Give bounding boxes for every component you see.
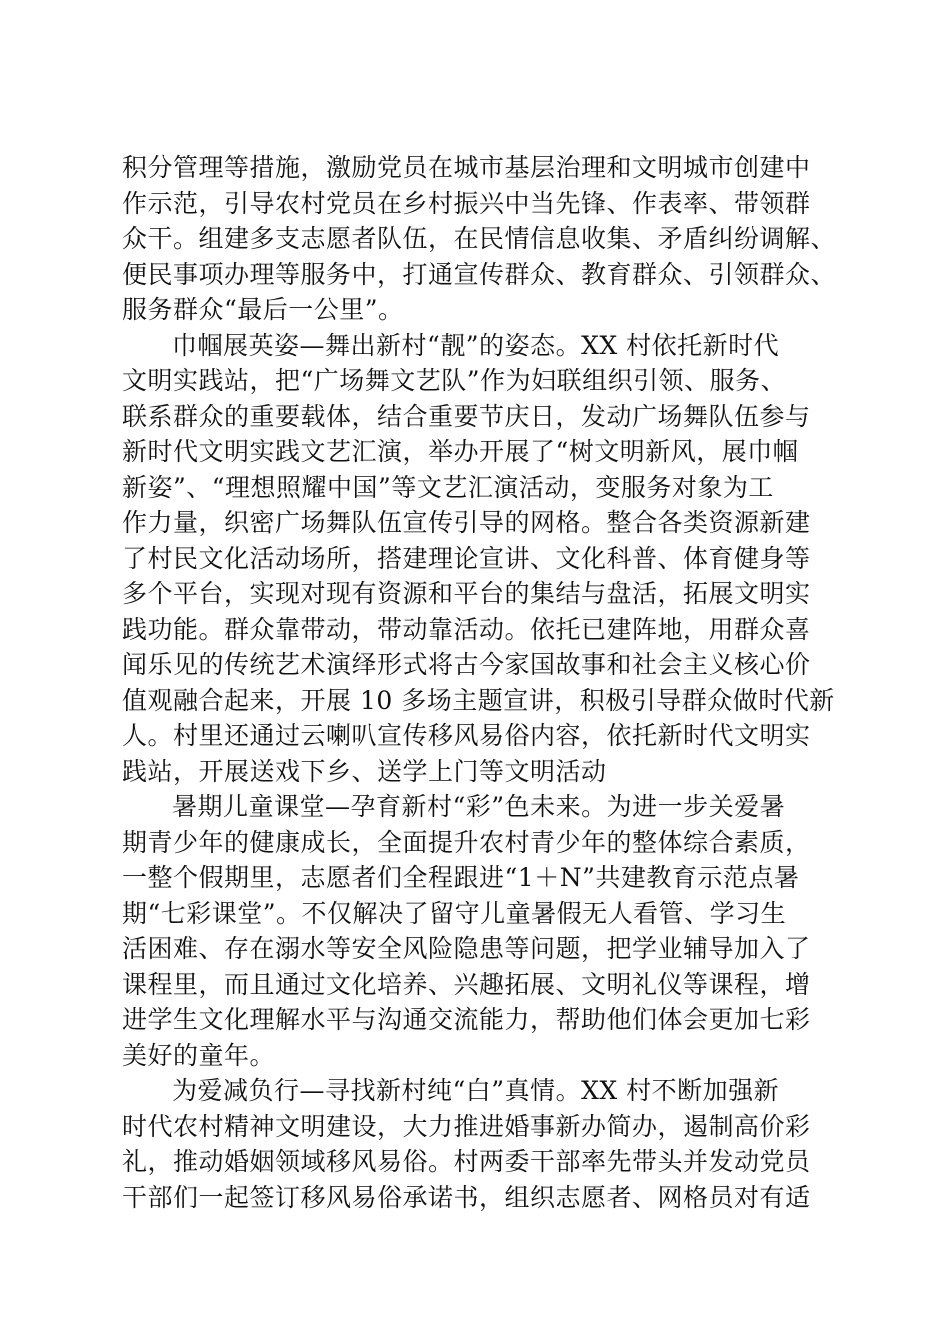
paragraph-first-line: 暑期儿童课堂—孕育新村“彩”色未来。为进一步关爱暑 bbox=[172, 792, 786, 821]
text-line: 践功能。群众靠带动，带动靠活动。依托已建阵地，用群众喜 bbox=[122, 614, 811, 644]
text-line: 进学生文化理解水平与沟通交流能力，帮助他们体会更加七彩 bbox=[122, 1005, 811, 1034]
text-line: 多个平台，实现对现有资源和平台的集结与盘活，拓展文明实 bbox=[122, 579, 811, 608]
text-line: 课程里，而且通过文化培养、兴趣拓展、文明礼仪等课程，增 bbox=[122, 969, 811, 999]
text-line: 礼，推动婚姻领域移风易俗。村两委干部率先带头并发动党员 bbox=[122, 1147, 811, 1176]
body-text bbox=[122, 150, 842, 1215]
text-line: 新姿”、“理想照耀中国”等文艺汇演活动，变服务对象为工 bbox=[122, 472, 774, 502]
text-line: 值观融合起来，开展 10 多场主题宣讲，积极引导群众做时代新 bbox=[122, 685, 835, 715]
paragraph-first-line: 巾帼展英姿—舞出新村“靓”的姿态。XX 村依托新时代 bbox=[172, 330, 780, 360]
text-line: 服务群众“最后一公里”。 bbox=[122, 295, 404, 324]
text-line: 期“七彩课堂”。不仅解决了留守儿童暑假无人看管、学习生 bbox=[122, 898, 787, 928]
text-line: 活困难、存在溺水等安全风险隐患等问题，把学业辅导加入了 bbox=[122, 934, 811, 963]
paragraph-first-line: 为爱减负行—寻找新村纯“白”真情。XX 村不断加强新 bbox=[172, 1076, 780, 1105]
text-line: 作示范，引导农村党员在乡村振兴中当先锋、作表率、带领群 bbox=[122, 188, 811, 218]
text-line: 积分管理等措施，激励党员在城市基层治理和文明城市创建中 bbox=[122, 153, 811, 182]
text-line: 新时代文明实践文艺汇演，举办开展了“树文明新风，展巾帼 bbox=[122, 437, 799, 466]
text-line: 时代农村精神文明建设，大力推进婚事新办简办，遏制高价彩 bbox=[122, 1111, 811, 1141]
text-line: 众干。组建多支志愿者队伍，在民情信息收集、矛盾纠纷调解、 bbox=[122, 224, 837, 253]
text-line: 干部们一起签订移风易俗承诺书，组织志愿者、网格员对有适 bbox=[122, 1182, 811, 1212]
text-line: 了村民文化活动场所，搭建理论宣讲、文化科普、体育健身等 bbox=[122, 543, 811, 573]
text-line: 人。村里还通过云喇叭宣传移风易俗内容，依托新时代文明实 bbox=[122, 721, 811, 750]
text-line: 文明实践站，把“广场舞文艺队”作为妇联组织引领、服务、 bbox=[122, 366, 787, 395]
text-line: 美好的童年。 bbox=[122, 1040, 276, 1070]
text-line: 便民事项办理等服务中，打通宣传群众、教育群众、引领群众、 bbox=[122, 259, 837, 289]
text-line: 联系群众的重要载体，结合重要节庆日，发动广场舞队伍参与 bbox=[122, 401, 811, 431]
text-line: 闻乐见的传统艺术演绎形式将古今家国故事和社会主义核心价 bbox=[122, 650, 811, 679]
text-line: 践站，开展送戏下乡、送学上门等文明活动 bbox=[122, 756, 607, 786]
text-line: 一整个假期里，志愿者们全程跟进“1＋N”共建教育示范点暑 bbox=[122, 863, 800, 892]
text-line: 期青少年的健康成长，全面提升农村青少年的整体综合素质， bbox=[122, 827, 811, 857]
text-line: 作力量，织密广场舞队伍宣传引导的网格。整合各类资源新建 bbox=[122, 508, 811, 537]
